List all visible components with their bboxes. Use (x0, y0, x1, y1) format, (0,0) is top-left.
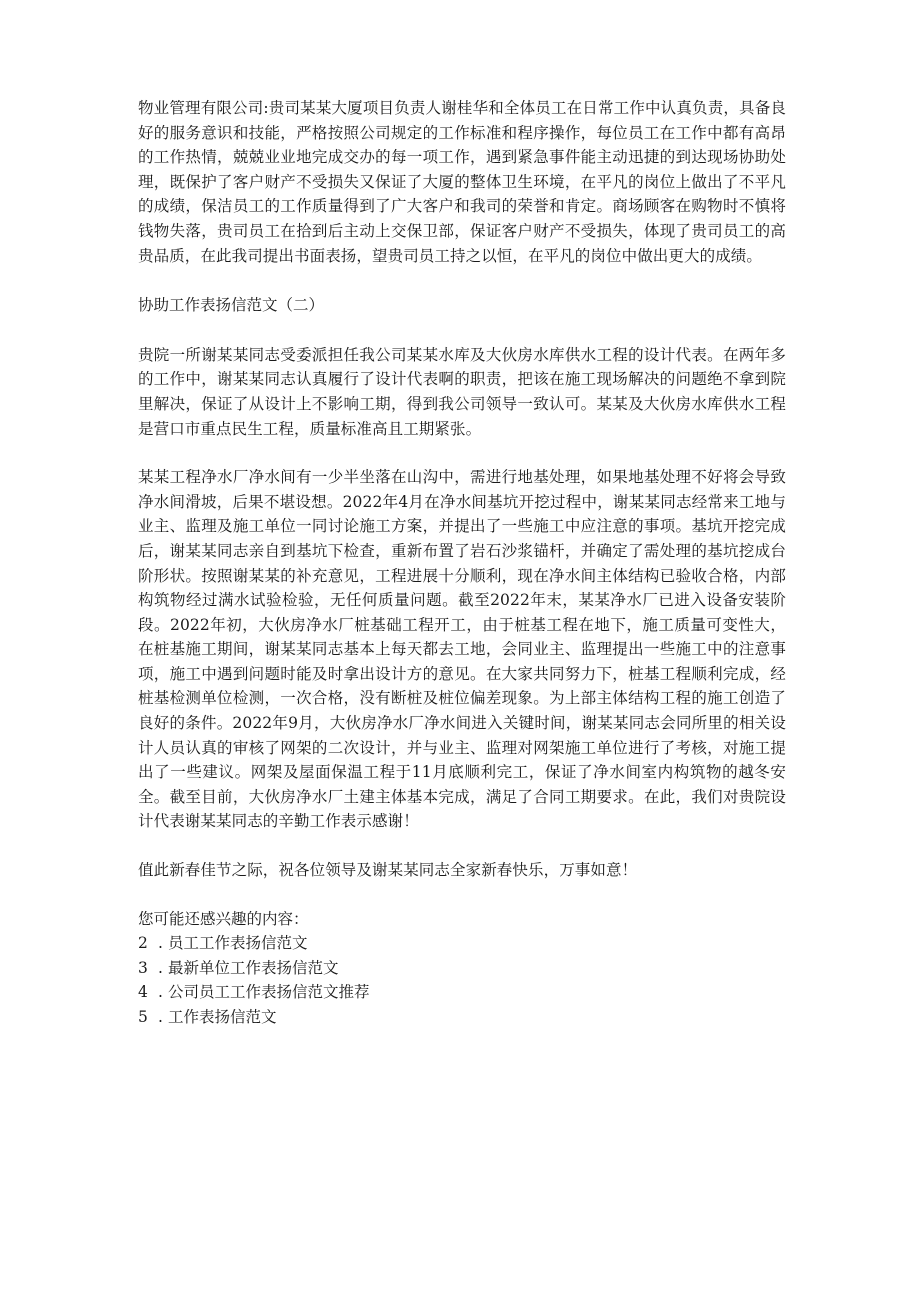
list-dot: . (158, 983, 163, 1002)
document-body (138, 96, 786, 1030)
list-number: 4 (138, 983, 148, 1002)
list-dot: . (158, 934, 163, 953)
paragraph-praise-letter-2-body: 某某工程净水厂净水间有一少半坐落在山沟中，需进行地基处理，如果地基处理不好将会导致净水间滑坡，后果不堪设想。2022年4月在净水间基坑开挖过程中，谢某某同志经常来工地与业主、监理及施工单位一同讨论施工方案，并提出了一些施工中应注意的事项。基坑开挖完成后，谢某某同志亲自到基坑下检查，重新布置了岩石沙浆锚杆，并确定了需处理的基坑挖成台阶形状。按照谢某某的补充意见，工程进展十分顺利，现在净水间主体结构已验收合格，内部构筑物经过满水试验检验，无任何质量问题。截至2022年末，某某净水厂已进入设备安装阶段。2022年初，大伙房净水厂桩基础工程开工，由于桩基工程在地下，施工质量可变性大，在桩基施工期间，谢某某同志基本上每天都去工地，会同业主、监理提出一些施工中的注意事项，施工中遇到问题时能及时拿出设计方的意见。在大家共同努力下，桩基工程顺利完成，经桩基检测单位检测，一次合格，没有断桩及桩位偏差现象。为上部主体结构工程的施工创造了良好的条件。2022年9月，大伙房净水厂净水间进入关键时间，谢某某同志会同所里的相关设计人员认真的审核了网架的二次设计，并与业主、监理对网架施工单位进行了考核，对施工提出了一些建议。网架及屋面保温工程于11月底顺利完工，保证了净水间室内构筑物的越冬安全。截至目前，大伙房净水厂土建主体基本完成，满足了合同工期要求。在此，我们对贵院设计代表谢某某同志的辛勤工作表示感谢！ (138, 468, 786, 831)
related-list (138, 931, 786, 1029)
related-link-label[interactable]: 员工工作表扬信范文 (168, 934, 308, 953)
paragraph-closing-greeting: 值此新春佳节之际，祝各位领导及谢某某同志全家新春快乐，万事如意！ (138, 861, 638, 880)
list-dot: . (158, 958, 163, 977)
related-link-label[interactable]: 公司员工工作表扬信范文推荐 (168, 983, 370, 1002)
related-link-label[interactable]: 最新单位工作表扬信范文 (168, 958, 339, 977)
related-link-item[interactable] (138, 980, 786, 1005)
related-content-heading: 您可能还感兴趣的内容： (138, 909, 309, 928)
related-link-item[interactable] (138, 931, 786, 956)
related-link-label[interactable]: 工作表扬信范文 (168, 1008, 277, 1026)
section-heading: 协助工作表扬信范文（二） (138, 296, 325, 315)
list-dot: . (158, 1008, 163, 1026)
related-link-item[interactable] (138, 956, 786, 981)
paragraph-praise-letter-2-intro: 贵院一所谢某某同志受委派担任我公司某某水库及大伙房水库供水工程的设计代表。在两年多的工作中，谢某某同志认真履行了设计代表啊的职责，把该在施工现场解决的问题绝不拿到院里解决，保证了从设计上不影响工期，得到我公司领导一致认可。某某及大伙房水库供水工程是营口市重点民生工程，质量标准高且工期紧张。 (138, 345, 786, 438)
list-number: 5 (138, 1008, 148, 1026)
paragraph-praise-letter-1: 物业管理有限公司:贵司某某大厦项目负责人谢桂华和全体员工在日常工作中认真负责，具备良好的服务意识和技能，严格按照公司规定的工作标准和程序操作，每位员工在工作中都有高昂的工作热情，兢兢业业地完成交办的每一项工作，遇到紧急事件能主动迅捷的到达现场协助处理，既保护了客户财产不受损失又保证了大厦的整体卫生环境，在平凡的岗位上做出了不平凡的成绩，保洁员工的工作质量得到了广大客户和我司的荣誉和肯定。商场顾客在购物时不慎将钱物失落，贵司员工在拾到后主动上交保卫部，保证客户财产不受损失，体现了贵司员工的高贵品质，在此我司提出书面表扬，望贵司员工持之以恒，在平凡的岗位中做出更大的成绩。 (138, 99, 786, 265)
list-number: 2 (138, 934, 148, 953)
list-number: 3 (138, 958, 148, 977)
related-link-item[interactable] (138, 1005, 786, 1030)
